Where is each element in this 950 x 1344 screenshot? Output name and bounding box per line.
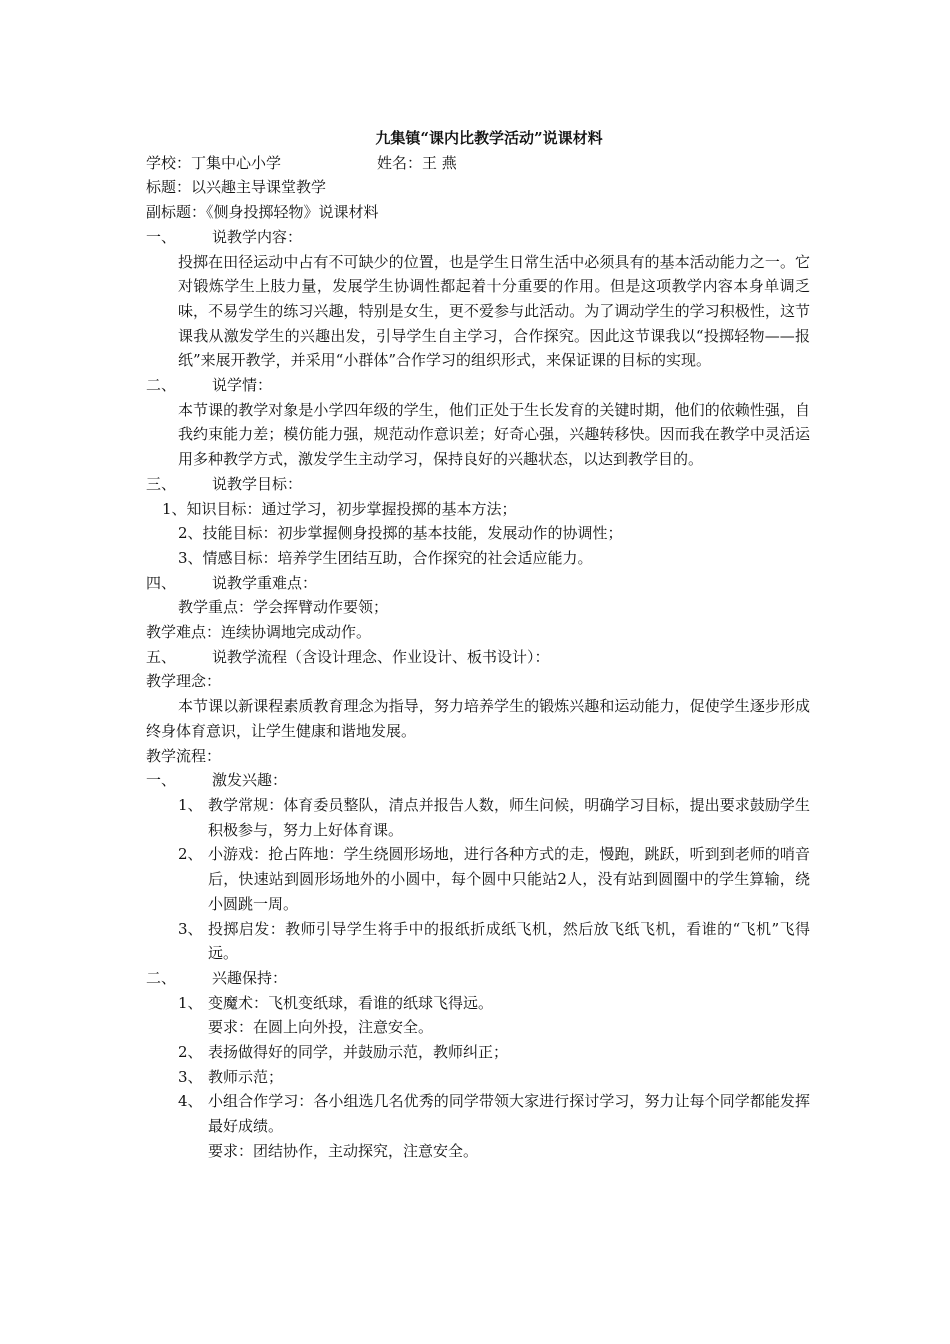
heading-line: 标题：以兴趣主导课堂教学 — [146, 178, 327, 197]
goal-item: 1、知识目标：通过学习，初步掌握投掷的基本方法； — [162, 499, 517, 518]
item-number: 3、 — [178, 919, 203, 938]
section-label: 说教学内容： — [212, 227, 303, 246]
section-heading — [146, 472, 810, 497]
list-item — [146, 917, 810, 966]
school-field: 学校：丁集中心小学 — [146, 153, 282, 172]
list-item — [146, 793, 810, 842]
flow-label: 教学流程： — [146, 746, 222, 765]
document-title: 九集镇“课内比教学活动”说课材料 — [375, 129, 603, 147]
section-number: 三、 — [146, 474, 177, 493]
item-text: 投掷启发：教师引导学生将手中的报纸折成纸飞机，然后放飞纸飞机，看谁的“飞机”飞得远。 — [208, 919, 810, 963]
section-label: 说教学重难点： — [212, 573, 318, 592]
flow-heading — [146, 768, 810, 793]
item-text: 小游戏：抢占阵地：学生绕圆形场地，进行各种方式的走，慢跑，跳跃，听到到老师的哨音后，快速站到圆形场地外的小圆中，每个圆中只能站2人，没有站到圆圈中的学生算输，绕小圆跳一周。 — [208, 845, 810, 913]
section-body: 投掷在田径运动中占有不可缺少的位置，也是学生日常生活中必须具有的基本活动能力之一。它对锻炼学生上肢力量，发展学生协调性都起着十分重要的作用。但是这项教学内容本身单调乏味，不易学生的练习兴趣，特别是女生，更不爱参与此活动。为了调动学生的学习积极性，这节课我从激发学生的兴趣出发，引导学生自主学习，合作探究。因此这节课我以“投掷轻物——报纸”来展开教学，并采用“小群体”合作学习的组织形式，来保证课的目标的实现。 — [178, 252, 810, 370]
item-text: 表扬做得好的同学，并鼓励示范，教师纠正； — [208, 1043, 509, 1062]
item-number: 1、 — [178, 795, 203, 814]
list-item — [146, 842, 810, 916]
list-item — [146, 1089, 810, 1138]
section-heading — [146, 373, 810, 398]
difficulty-point: 教学难点：连续协调地完成动作。 — [146, 623, 372, 642]
subheading-line: 副标题：《侧身投掷轻物》说课材料 — [146, 203, 379, 222]
name-field: 姓名：王 燕 — [377, 153, 457, 172]
flow-number: 二、 — [146, 968, 177, 987]
document-page — [146, 126, 810, 1164]
flow-label-text: 激发兴趣： — [212, 771, 288, 790]
requirement-note: 要求：团结协作，主动探究，注意安全。 — [208, 1141, 479, 1160]
section-label: 说教学流程（含设计理念、作业设计、板书设计）： — [212, 647, 550, 666]
list-item — [146, 991, 810, 1016]
concept-body: 本节课以新课程素质教育理念为指导，努力培养学生的锻炼兴趣和运动能力，促使学生逐步形成终身体育意识，让学生健康和谐地发展。 — [146, 697, 810, 740]
section-heading — [146, 225, 810, 250]
item-number: 1、 — [178, 993, 203, 1012]
section-label: 说学情： — [212, 376, 273, 395]
item-text: 变魔术：飞机变纸球，看谁的纸球飞得远。 — [208, 993, 494, 1012]
list-item — [146, 1040, 810, 1065]
author-line — [146, 151, 810, 176]
section-number: 一、 — [146, 227, 177, 246]
flow-label-text: 兴趣保持： — [212, 968, 288, 987]
item-number: 4、 — [178, 1092, 203, 1111]
requirement-note: 要求：在圆上向外投，注意安全。 — [208, 1018, 434, 1037]
section-heading — [146, 571, 810, 596]
section-number: 五、 — [146, 647, 177, 666]
item-number: 3、 — [178, 1067, 203, 1086]
list-item — [146, 1065, 810, 1090]
section-number: 二、 — [146, 376, 177, 395]
item-number: 2、 — [178, 845, 203, 864]
goal-item: 2、技能目标：初步掌握侧身投掷的基本技能，发展动作的协调性； — [178, 524, 623, 543]
item-text: 教学常规：体育委员整队，清点并报告人数，师生问候，明确学习目标，提出要求鼓励学生积极参与，努力上好体育课。 — [208, 795, 810, 839]
concept-label: 教学理念： — [146, 672, 222, 691]
section-heading — [146, 645, 810, 670]
item-number: 2、 — [178, 1043, 203, 1062]
flow-number: 一、 — [146, 771, 177, 790]
key-point: 教学重点：学会挥臂动作要领； — [178, 598, 389, 617]
item-text: 小组合作学习：各小组选几名优秀的同学带领大家进行探讨学习，努力让每个同学都能发挥最好成绩。 — [208, 1092, 810, 1136]
section-label: 说教学目标： — [212, 474, 303, 493]
item-text: 教师示范； — [208, 1067, 284, 1086]
section-body: 本节课的教学对象是小学四年级的学生，他们正处于生长发育的关键时期，他们的依赖性强，自我约束能力差；模仿能力强，规范动作意识差；好奇心强，兴趣转移快。因而我在教学中灵活运用多种教学方式，激发学生主动学习，保持良好的兴趣状态，以达到教学目的。 — [178, 400, 810, 469]
flow-heading — [146, 966, 810, 991]
goal-item: 3、情感目标：培养学生团结互助，合作探究的社会适应能力。 — [178, 548, 593, 567]
section-number: 四、 — [146, 573, 177, 592]
